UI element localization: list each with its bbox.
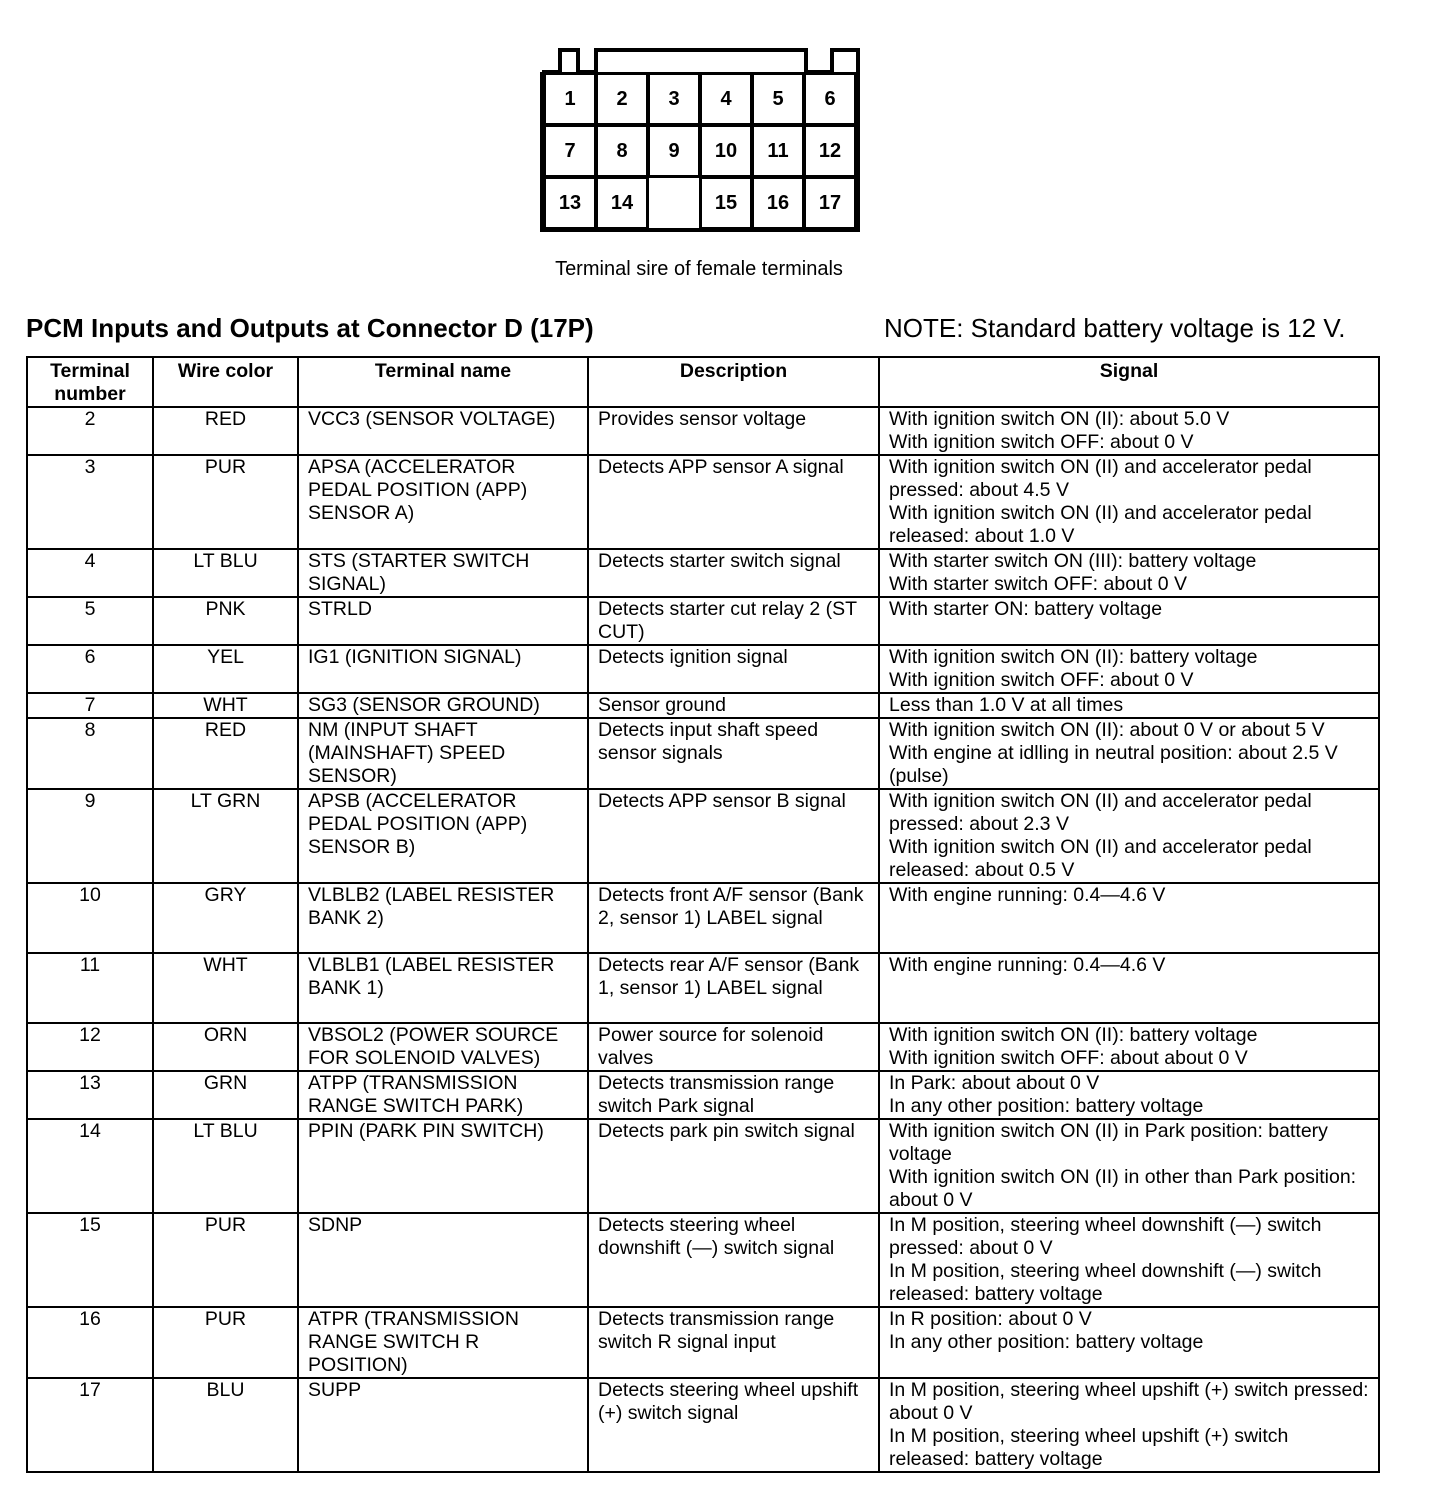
description-cell: Detects starter switch signal (588, 549, 879, 597)
terminal-number-cell: 12 (27, 1023, 153, 1071)
table-row (27, 1023, 1379, 1071)
signal-line: In M position, steering wheel downshift (—) switch pressed: about 0 V (889, 1214, 1322, 1259)
description-cell: Detects APP sensor A signal (588, 455, 879, 549)
signal-line: With starter switch OFF: about 0 V (889, 573, 1188, 595)
signal-line: With engine at idlling in neutral position: about 2.5 V (pulse) (889, 742, 1338, 787)
connector-diagram (540, 46, 860, 232)
terminal-name-cell: STS (STARTER SWITCH SIGNAL) (298, 549, 588, 597)
terminal-number-cell: 5 (27, 597, 153, 645)
signal-line: With ignition switch ON (II) and accelerator pedal released: about 1.0 V (889, 502, 1312, 547)
wire-color-cell: RED (153, 718, 298, 789)
connector-terminal: 9 (647, 124, 701, 178)
col-header-wire-color: Wire color (153, 357, 298, 407)
table-row (27, 1307, 1379, 1378)
terminal-name-cell: PPIN (PARK PIN SWITCH) (298, 1119, 588, 1213)
col-header-terminal-name: Terminal name (298, 357, 588, 407)
signal-cell (879, 597, 1379, 645)
connector-terminal: 17 (803, 176, 857, 230)
connector-terminal: 7 (543, 124, 597, 178)
signal-cell (879, 1071, 1379, 1119)
description-cell: Detects input shaft speed sensor signals (588, 718, 879, 789)
terminal-number-cell: 13 (27, 1071, 153, 1119)
signal-line: With ignition switch ON (II): about 0 V or about 5 V (889, 719, 1325, 741)
terminal-name-cell: VLBLB1 (LABEL RESISTER BANK 1) (298, 953, 588, 1023)
pin-table (26, 356, 1380, 1473)
wire-color-cell: PUR (153, 1213, 298, 1307)
signal-cell (879, 455, 1379, 549)
terminal-number-cell: 11 (27, 953, 153, 1023)
wire-color-cell: BLU (153, 1378, 298, 1472)
signal-cell (879, 645, 1379, 693)
terminal-number-cell: 10 (27, 883, 153, 953)
terminal-name-cell: VLBLB2 (LABEL RESISTER BANK 2) (298, 883, 588, 953)
wire-color-cell: PUR (153, 1307, 298, 1378)
terminal-number-cell: 7 (27, 693, 153, 718)
description-cell: Detects park pin switch signal (588, 1119, 879, 1213)
terminal-name-cell: VCC3 (SENSOR VOLTAGE) (298, 407, 588, 455)
terminal-name-cell: STRLD (298, 597, 588, 645)
page-title: PCM Inputs and Outputs at Connector D (17P) (26, 313, 594, 343)
table-row (27, 693, 1379, 718)
terminal-name-cell: IG1 (IGNITION SIGNAL) (298, 645, 588, 693)
signal-cell (879, 407, 1379, 455)
connector-terminal: 10 (699, 124, 753, 178)
description-cell: Power source for solenoid valves (588, 1023, 879, 1071)
table-row (27, 1378, 1379, 1472)
terminal-number-cell: 2 (27, 407, 153, 455)
signal-line: With ignition switch ON (II): battery voltage (889, 646, 1258, 668)
terminal-number-cell: 9 (27, 789, 153, 883)
terminal-name-cell: ATPR (TRANSMISSION RANGE SWITCH R POSITION) (298, 1307, 588, 1378)
signal-cell (879, 718, 1379, 789)
connector-terminal: 15 (699, 176, 753, 230)
terminal-number-cell: 16 (27, 1307, 153, 1378)
table-row (27, 549, 1379, 597)
table-row (27, 1119, 1379, 1213)
connector-caption: Terminal sire of female terminals (555, 258, 843, 280)
description-cell: Detects steering wheel upshift (+) switch signal (588, 1378, 879, 1472)
wire-color-cell: YEL (153, 645, 298, 693)
signal-line: Less than 1.0 V at all times (889, 694, 1124, 716)
signal-cell (879, 1213, 1379, 1307)
signal-cell (879, 549, 1379, 597)
signal-cell (879, 1378, 1379, 1472)
wire-color-cell: LT GRN (153, 789, 298, 883)
signal-cell (879, 953, 1379, 1023)
col-header-signal: Signal (879, 357, 1379, 407)
table-header-row (27, 357, 1379, 407)
terminal-number-cell: 6 (27, 645, 153, 693)
signal-cell (879, 883, 1379, 953)
table-row (27, 1071, 1379, 1119)
signal-cell (879, 693, 1379, 718)
wire-color-cell: LT BLU (153, 549, 298, 597)
table-row (27, 597, 1379, 645)
description-cell: Detects APP sensor B signal (588, 789, 879, 883)
terminal-name-cell: SUPP (298, 1378, 588, 1472)
signal-line: In M position, steering wheel upshift (+) switch released: battery voltage (889, 1425, 1289, 1470)
connector-terminal: 16 (751, 176, 805, 230)
connector-terminal: 4 (699, 72, 753, 126)
signal-line: With ignition switch OFF: about 0 V (889, 669, 1194, 691)
table-row (27, 407, 1379, 455)
terminal-number-cell: 8 (27, 718, 153, 789)
terminal-number-cell: 17 (27, 1378, 153, 1472)
signal-line: With starter switch ON (III): battery voltage (889, 550, 1257, 572)
signal-line: In R position: about 0 V (889, 1308, 1092, 1330)
signal-line: With ignition switch ON (II): battery voltage (889, 1024, 1258, 1046)
signal-cell (879, 1307, 1379, 1378)
wire-color-cell: GRY (153, 883, 298, 953)
connector-terminal: 13 (543, 176, 597, 230)
connector-terminal: 1 (543, 72, 597, 126)
terminal-number-cell: 15 (27, 1213, 153, 1307)
signal-line: With ignition switch ON (II) and accelerator pedal pressed: about 4.5 V (889, 456, 1312, 501)
terminal-number-cell: 3 (27, 455, 153, 549)
table-row (27, 455, 1379, 549)
signal-line: With ignition switch OFF: about 0 V (889, 431, 1194, 453)
signal-line: With ignition switch ON (II): about 5.0 V (889, 408, 1230, 430)
terminal-name-cell: SG3 (SENSOR GROUND) (298, 693, 588, 718)
description-cell: Sensor ground (588, 693, 879, 718)
description-cell: Detects transmission range switch Park signal (588, 1071, 879, 1119)
terminal-name-cell: SDNP (298, 1213, 588, 1307)
signal-line: With starter ON: battery voltage (889, 598, 1163, 620)
connector-terminal: 5 (751, 72, 805, 126)
signal-line: In Park: about about 0 V (889, 1072, 1100, 1094)
wire-color-cell: PNK (153, 597, 298, 645)
col-header-description: Description (588, 357, 879, 407)
terminal-number-cell: 4 (27, 549, 153, 597)
description-cell: Detects transmission range switch R signal input (588, 1307, 879, 1378)
connector-terminal: 3 (647, 72, 701, 126)
table-row (27, 883, 1379, 953)
signal-line: With ignition switch OFF: about about 0 V (889, 1047, 1248, 1069)
description-cell: Detects starter cut relay 2 (ST CUT) (588, 597, 879, 645)
connector-terminal: 6 (803, 72, 857, 126)
voltage-note: NOTE: Standard battery voltage is 12 V. (884, 313, 1346, 343)
signal-line: In M position, steering wheel downshift (—) switch released: battery voltage (889, 1260, 1322, 1305)
wire-color-cell: ORN (153, 1023, 298, 1071)
signal-line: In M position, steering wheel upshift (+) switch pressed: about 0 V (889, 1379, 1369, 1424)
signal-cell (879, 1119, 1379, 1213)
signal-line: With engine running: 0.4—4.6 V (889, 954, 1166, 976)
signal-cell (879, 789, 1379, 883)
terminal-name-cell: APSB (ACCELERATOR PEDAL POSITION (APP) SENSOR B) (298, 789, 588, 883)
terminal-number-cell: 14 (27, 1119, 153, 1213)
description-cell: Detects ignition signal (588, 645, 879, 693)
connector-terminal: 8 (595, 124, 649, 178)
terminal-name-cell: NM (INPUT SHAFT (MAINSHAFT) SPEED SENSOR) (298, 718, 588, 789)
terminal-name-cell: ATPP (TRANSMISSION RANGE SWITCH PARK) (298, 1071, 588, 1119)
table-row (27, 718, 1379, 789)
description-cell: Detects steering wheel downshift (—) switch signal (588, 1213, 879, 1307)
signal-line: In any other position: battery voltage (889, 1095, 1204, 1117)
terminal-name-cell: APSA (ACCELERATOR PEDAL POSITION (APP) SENSOR A) (298, 455, 588, 549)
table-row (27, 1213, 1379, 1307)
description-cell: Detects rear A/F sensor (Bank 1, sensor 1) LABEL signal (588, 953, 879, 1023)
wire-color-cell: WHT (153, 953, 298, 1023)
signal-line: With ignition switch ON (II) and accelerator pedal released: about 0.5 V (889, 836, 1312, 881)
table-row (27, 953, 1379, 1023)
wire-color-cell: RED (153, 407, 298, 455)
wire-color-cell: GRN (153, 1071, 298, 1119)
connector-terminal: 2 (595, 72, 649, 126)
signal-line: With engine running: 0.4—4.6 V (889, 884, 1166, 906)
signal-line: With ignition switch ON (II) in Park position: battery voltage (889, 1120, 1328, 1165)
table-row (27, 645, 1379, 693)
signal-line: With ignition switch ON (II) in other than Park position: about 0 V (889, 1166, 1357, 1211)
signal-line: In any other position: battery voltage (889, 1331, 1204, 1353)
connector-terminal: 11 (751, 124, 805, 178)
col-header-terminal: Terminal number (27, 357, 153, 407)
description-cell: Detects front A/F sensor (Bank 2, sensor 1) LABEL signal (588, 883, 879, 953)
description-cell: Provides sensor voltage (588, 407, 879, 455)
signal-cell (879, 1023, 1379, 1071)
connector-terminal: 12 (803, 124, 857, 178)
wire-color-cell: PUR (153, 455, 298, 549)
connector-terminal: 14 (595, 176, 649, 230)
terminal-name-cell: VBSOL2 (POWER SOURCE FOR SOLENOID VALVES) (298, 1023, 588, 1071)
signal-line: With ignition switch ON (II) and accelerator pedal pressed: about 2.3 V (889, 790, 1312, 835)
table-row (27, 789, 1379, 883)
wire-color-cell: WHT (153, 693, 298, 718)
wire-color-cell: LT BLU (153, 1119, 298, 1213)
